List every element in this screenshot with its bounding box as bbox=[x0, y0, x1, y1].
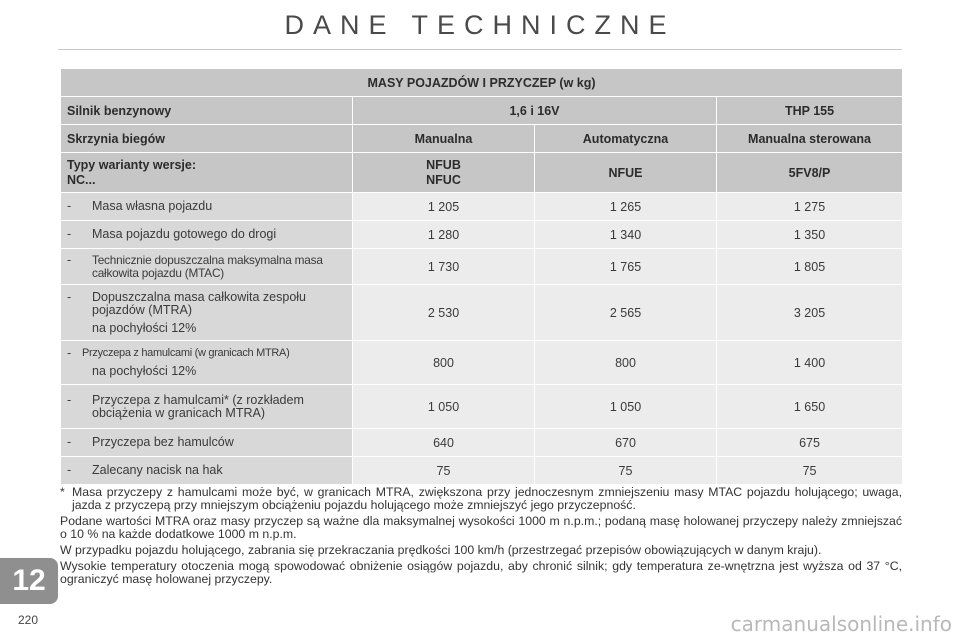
row-value: 1 050 bbox=[535, 385, 717, 429]
row-value: 1 765 bbox=[535, 249, 717, 285]
note-altitude: Podane wartości MTRA oraz masy przyczep są ważne dla maksymalnej wysokości 1000 m n.p.m.; podaną masę holowanej przyczepy należy zmniejszać o 10 % na każde dodatkowe 1000 m n.p.m. bbox=[60, 514, 902, 541]
row-value: 3 205 bbox=[717, 285, 903, 341]
row-label-text: Zalecany nacisk na hak bbox=[92, 463, 223, 477]
watermark: carmanualsonline.info bbox=[730, 612, 952, 636]
row-value: 2 565 bbox=[535, 285, 717, 341]
vehicle-weights-table bbox=[60, 68, 903, 485]
row-label bbox=[61, 385, 353, 429]
types-label-line2: NC... bbox=[67, 172, 96, 187]
gearbox-manual-controlled: Manualna sterowana bbox=[717, 125, 903, 153]
row-value: 1 730 bbox=[353, 249, 535, 285]
row-dash: - bbox=[67, 435, 72, 449]
row-label bbox=[61, 341, 353, 385]
row-value: 1 205 bbox=[353, 193, 535, 221]
table-row bbox=[61, 457, 903, 485]
chapter-tab: 12 bbox=[0, 558, 58, 604]
row-value: 640 bbox=[353, 429, 535, 457]
types-label-line1: Typy warianty wersje: bbox=[67, 157, 196, 172]
table-row bbox=[61, 285, 903, 341]
row-label-text: Masa własna pojazdu bbox=[92, 199, 213, 213]
row-value: 1 050 bbox=[353, 385, 535, 429]
row-value: 800 bbox=[535, 341, 717, 385]
row-sublabel: na pochyłości 12% bbox=[92, 364, 197, 378]
title-divider bbox=[58, 49, 902, 50]
row-value: 1 275 bbox=[717, 193, 903, 221]
table-row bbox=[61, 341, 903, 385]
type-nfuc: NFUC bbox=[426, 172, 461, 187]
notes-section bbox=[60, 486, 902, 589]
gearbox-automatic: Automatyczna bbox=[535, 125, 717, 153]
row-dash: - bbox=[67, 463, 72, 477]
page-title: DANE TECHNICZNE bbox=[284, 10, 676, 40]
row-value: 1 265 bbox=[535, 193, 717, 221]
type-nfue: NFUE bbox=[535, 153, 717, 193]
table-row bbox=[61, 221, 903, 249]
row-label-text: Technicznie dopuszczalna maksymalna masa całkowita pojazdu (MTAC) bbox=[92, 252, 323, 280]
row-label-text: Dopuszczalna masa całkowita zespołu pojazdów (MTRA) bbox=[92, 289, 306, 317]
types-nfub-nfuc bbox=[353, 153, 535, 193]
engine-label: Silnik benzynowy bbox=[61, 97, 353, 125]
row-value: 75 bbox=[717, 457, 903, 485]
table-row bbox=[61, 193, 903, 221]
note-temperature: Wysokie temperatury otoczenia mogą spowodować obniżenie osiągów pojazdu, aby chronić silnik; gdy temperatura ze-wnętrzna jest wyższa od 37 °C, ograniczyć masę holowanej przyczepy. bbox=[60, 559, 902, 586]
engine-petrol-16v: 1,6 i 16V bbox=[353, 97, 717, 125]
row-value: 75 bbox=[535, 457, 717, 485]
row-value: 1 280 bbox=[353, 221, 535, 249]
engine-thp155: THP 155 bbox=[717, 97, 903, 125]
row-dash: - bbox=[67, 252, 72, 267]
table-row bbox=[61, 385, 903, 429]
row-label-text: Masa pojazdu gotowego do drogi bbox=[92, 227, 277, 241]
row-label bbox=[61, 285, 353, 341]
types-row bbox=[61, 153, 903, 193]
row-value: 75 bbox=[353, 457, 535, 485]
row-dash: - bbox=[67, 227, 72, 241]
row-value: 1 650 bbox=[717, 385, 903, 429]
types-label bbox=[61, 153, 353, 193]
engine-row bbox=[61, 97, 903, 125]
row-value: 1 400 bbox=[717, 341, 903, 385]
row-dash: - bbox=[67, 199, 72, 213]
row-label-text: Przyczepa z hamulcami (w granicach MTRA) bbox=[82, 347, 290, 359]
row-value: 1 340 bbox=[535, 221, 717, 249]
row-label bbox=[61, 457, 353, 485]
row-value: 670 bbox=[535, 429, 717, 457]
row-label-text: Przyczepa z hamulcami* (z rozkładem obciążenia w granicach MTRA) bbox=[92, 392, 304, 420]
footnote bbox=[60, 486, 902, 512]
row-label bbox=[61, 249, 353, 285]
type-nfub: NFUB bbox=[426, 157, 461, 172]
row-sublabel: na pochyłości 12% bbox=[92, 320, 197, 335]
type-5fv8p: 5FV8/P bbox=[717, 153, 903, 193]
table-row bbox=[61, 249, 903, 285]
row-dash: - bbox=[67, 289, 72, 304]
footnote-star: * bbox=[60, 485, 65, 499]
row-value: 675 bbox=[717, 429, 903, 457]
gearbox-label: Skrzynia biegów bbox=[61, 125, 353, 153]
row-label-text: Przyczepa bez hamulców bbox=[92, 435, 234, 449]
note-speed: W przypadku pojazdu holującego, zabrania się przekraczania prędkości 100 km/h (przestrzegać przepisów obowiązujących w danym kraju). bbox=[60, 543, 822, 557]
table-row bbox=[61, 429, 903, 457]
gearbox-manual: Manualna bbox=[353, 125, 535, 153]
row-dash: - bbox=[67, 392, 72, 407]
footnote-text: Masa przyczepy z hamulcami może być, w granicach MTRA, zwiększona przy jednoczesnym zmniejszeniu masy MTAC pojazdu holującego; uwaga, jazda z przyczepą przy mniejszym obciążeniu pojazdu holującego może zmniejszyć jego przyczepność. bbox=[72, 485, 902, 512]
gearbox-row bbox=[61, 125, 903, 153]
page-number: 220 bbox=[18, 613, 39, 627]
row-dash: - bbox=[67, 346, 72, 360]
row-label bbox=[61, 193, 353, 221]
row-value: 2 530 bbox=[353, 285, 535, 341]
row-value: 1 805 bbox=[717, 249, 903, 285]
row-label bbox=[61, 221, 353, 249]
table-title: MASY POJAZDÓW I PRZYCZEP (w kg) bbox=[61, 69, 903, 97]
row-label bbox=[61, 429, 353, 457]
row-value: 800 bbox=[353, 341, 535, 385]
table-title-row bbox=[61, 69, 903, 97]
row-value: 1 350 bbox=[717, 221, 903, 249]
